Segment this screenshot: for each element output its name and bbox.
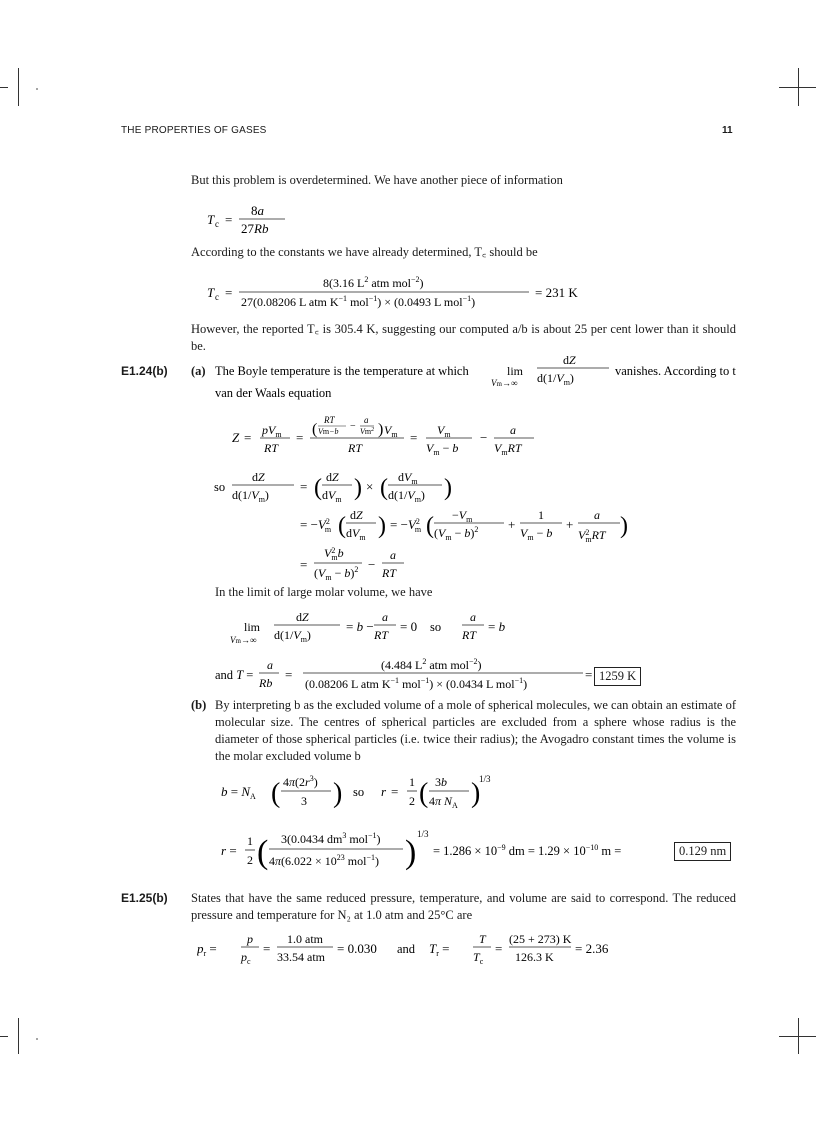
equation-derivative — [214, 467, 644, 590]
svg-text:+: + — [566, 517, 574, 532]
svg-text:= 1.286 × 10−9 dm = 1.29 × 10−: = $1.286 \times 10^{-9}$ dm = $1.29 \times 10^{-10}$ m = — [433, 843, 622, 858]
svg-text:Vm − b: $V_m - b$ — [520, 526, 553, 542]
equation-excluded-volume — [221, 770, 491, 823]
svg-text:−: − — [350, 421, 356, 432]
svg-text:RT: RT — [382, 566, 397, 580]
svg-text:33.54 atm: 33.54 atm — [277, 950, 325, 964]
svg-text:=: = — [296, 430, 304, 445]
equation-molecular-radius — [221, 825, 671, 884]
svg-text:(Vm − b)2: $(V_m - b)^2$ — [434, 525, 479, 542]
svg-text:(Vm − b)2: $(V_m - b)^2$ — [314, 565, 359, 582]
equation-excluded-volume-render — [221, 770, 491, 818]
svg-text:a: a — [382, 610, 388, 624]
equation-reduced-variables-render — [197, 931, 627, 971]
svg-text:= 0.030: = 0.030 — [337, 941, 377, 956]
svg-text:a: a — [364, 415, 369, 425]
svg-text:so: so — [353, 785, 365, 799]
svg-text:=: = — [410, 430, 418, 445]
page-number: 11 — [722, 125, 733, 136]
equation-tc-definition-render — [207, 203, 297, 237]
svg-text:Z: Z — [232, 430, 240, 445]
equation-boyle-temperature — [215, 657, 595, 702]
svg-text:1.0 atm: 1.0 atm — [287, 932, 323, 946]
svg-text:126.3 K: 126.3 K — [515, 950, 554, 964]
svg-text:(: ( — [257, 834, 269, 871]
svg-text:=: = — [285, 667, 293, 682]
svg-text:−: − — [480, 430, 488, 445]
svg-text:T: T — [207, 212, 215, 227]
svg-text:dZ: dZ — [252, 470, 265, 484]
equation-tc-computed — [207, 275, 607, 316]
svg-text:RT: RT — [348, 441, 363, 455]
svg-text:Tr =: $T_r$ = — [429, 941, 450, 958]
svg-text:= b −: = b − — [346, 619, 374, 634]
svg-text:a: a — [510, 423, 516, 437]
svg-text:=: = — [585, 667, 593, 682]
svg-text:lim: lim — [507, 364, 524, 378]
equation-tc-definition — [207, 203, 297, 241]
svg-text:and: and — [397, 942, 416, 956]
crop-mark-left-bottom-h — [0, 1036, 8, 1037]
svg-text:(: ( — [271, 778, 281, 809]
svg-text:=: = — [495, 941, 503, 956]
svg-text:= −V2m: = $-V^2$ m — [390, 517, 422, 534]
svg-text:3(0.0434 dm3 mol−1): 3(0.0434 $dm^3$ mol$^{-1}$) — [281, 831, 381, 846]
svg-text:= 2.36: = 2.36 — [575, 941, 609, 956]
svg-text:(4.484 L2 atm mol−2): (4.484 $L^2$ atm mol$^{-2}$) — [381, 657, 482, 672]
svg-text:= 0: = 0 — [400, 619, 418, 634]
crop-mark-left-bottom — [18, 1018, 19, 1054]
svg-text:): ) — [620, 513, 628, 539]
svg-text:=: = — [225, 212, 233, 227]
equation-boyle-temperature-render — [215, 657, 595, 697]
equation-compression-factor-render — [232, 412, 552, 462]
exercise-label-e1-24b: E1.24(b) — [121, 364, 168, 378]
svg-text:27(0.08206 L atm K−1 mol−1) ×: 27(0.08206 L atm $K^{-1}$ mol$^{-1}$) × (0.0493 L mol$^{-1}$) — [241, 294, 476, 309]
svg-text:8a: 8a — [251, 203, 264, 218]
answer-molecular-radius: 0.129 nm — [674, 842, 731, 861]
intro-paragraph-3: However, the reported T꜀ is 305.4 K, suggesting our computed a/b is about 25 per cent lower than it should be. — [191, 322, 736, 353]
svg-text:): ) — [378, 421, 384, 438]
svg-text:pr =: $p_r$ = — [197, 941, 217, 958]
svg-text:): ) — [354, 475, 362, 501]
svg-text:a: a — [594, 508, 600, 522]
part-a-text-render — [215, 352, 736, 402]
part-a-text — [215, 352, 736, 407]
svg-text:so: so — [430, 620, 442, 634]
svg-text:(: ( — [312, 421, 318, 438]
svg-text:V2mRT: $V^2$ mRT — [578, 528, 606, 544]
svg-text:Vm→∞: Vm→∞ — [230, 635, 257, 645]
svg-text:×: × — [366, 479, 374, 494]
svg-text:): ) — [333, 778, 343, 809]
svg-text:(: ( — [380, 475, 388, 501]
svg-text:=: = — [300, 557, 308, 572]
equation-limit — [230, 609, 530, 656]
svg-text:Rb: Rb — [259, 676, 273, 690]
equation-molecular-radius-render — [221, 825, 671, 879]
svg-text:d(1/Vm): $d(1/V_m)$ — [232, 488, 269, 504]
svg-text:=: = — [244, 430, 252, 445]
svg-text:RT: RT — [324, 415, 335, 425]
svg-text:a: a — [267, 658, 273, 672]
part-a-label: (a) — [191, 364, 206, 378]
crop-mark-right-top-h — [779, 87, 816, 88]
svg-text:van der Waals equation: van der Waals equation — [215, 386, 332, 400]
svg-text:−: − — [368, 557, 376, 572]
svg-text:1/3: 1/3 — [417, 829, 429, 839]
svg-text:= b: = b — [488, 619, 506, 634]
svg-text:Vm→∞: Vm→∞ — [491, 378, 518, 388]
intro-paragraph-2: According to the constants we have already determined, T꜀ should be — [191, 245, 538, 259]
svg-text:=: = — [225, 285, 233, 300]
svg-text:Vm: $V_m$ — [384, 423, 398, 439]
svg-text:): ) — [471, 778, 481, 809]
svg-text:dVm: $dV_m$ — [346, 526, 366, 542]
svg-text:=: = — [263, 941, 271, 956]
svg-text:The Boyle temperature is the t: The Boyle temperature is the temperature at which — [215, 364, 469, 378]
svg-text:1: 1 — [538, 508, 544, 522]
limit-text: In the limit of large molar volume, we have — [215, 585, 433, 599]
part-b-label: (b) — [191, 698, 207, 712]
svg-text:Tc: $T_c$ — [473, 950, 484, 966]
svg-text:4π NA: 4π $N_A$ — [429, 794, 458, 810]
svg-text:a: a — [390, 548, 396, 562]
crop-dot-left-top — [36, 88, 38, 90]
e125-text: States that have the same reduced pressure, temperature, and volume are said to correspond. The reduced pressure and temperature for N₂ at 1.0 atm and 25°C are — [191, 891, 736, 922]
svg-text:+: + — [508, 517, 516, 532]
svg-text:1: 1 — [247, 834, 253, 848]
crop-mark-left-top — [18, 68, 19, 106]
svg-text:lim: lim — [244, 620, 261, 634]
svg-text:(: ( — [338, 513, 346, 539]
svg-text:dZ: dZ — [350, 508, 363, 522]
svg-text:dVm: $dV_m$ — [322, 488, 342, 504]
svg-text:d(1/Vm): $d(1/V_m)$ — [274, 628, 311, 644]
svg-text:−Vm: $-V_m$ — [452, 508, 473, 524]
svg-text:(25 + 273) K: (25 + 273) K — [509, 932, 572, 946]
svg-text:r =: r = — [221, 843, 237, 858]
equation-derivative-render — [214, 467, 644, 585]
svg-text:4π(6.022 × 1023 mol−1): $4\pi(6.022 \times 10^{23}$ mol$^{-1}$) — [269, 853, 379, 868]
svg-text:8(3.16 L2 atm mol−2): 8(3.16 $L^2$ atm mol$^{-2}$) — [323, 275, 424, 290]
part-b-text: By interpreting b as the excluded volume of a mole of spherical molecules, we can obtain an estimate of molecular size. The centres of spherical particles are excluded from a sphere whose radius is the diameter of those spherical particles (i.e. twice their radius); the Avogadro constant times the volume is the molar excluded volume b — [215, 698, 737, 763]
svg-text:= −V2m: = $-V^2$ m — [300, 517, 332, 534]
svg-text:(: ( — [419, 778, 429, 809]
svg-text:1/3: 1/3 — [479, 774, 491, 784]
svg-text:c: c — [215, 292, 219, 302]
svg-text:VmRT: $V_mRT$ — [494, 441, 522, 457]
svg-text:p: p — [247, 932, 253, 946]
svg-text:4π(2r3): $4\pi(2r^3)$ — [283, 774, 318, 789]
svg-text:d(1/Vm): $d(1/V_m)$ — [388, 488, 425, 504]
svg-text:a: a — [470, 610, 476, 624]
svg-text:T: T — [479, 932, 486, 946]
svg-text:=: = — [391, 784, 399, 799]
svg-text:Vm − b: $V_m - b$ — [426, 441, 459, 457]
svg-text:Vm: $V_m$ — [437, 423, 451, 439]
svg-text:dZ: dZ — [326, 470, 339, 484]
crop-mark-left-top-h — [0, 87, 8, 88]
svg-text:Vm2: Vm$^2$ — [360, 427, 375, 436]
svg-text:): ) — [378, 513, 386, 539]
svg-text:3b: 3b — [435, 775, 447, 789]
svg-text:r: r — [381, 784, 387, 799]
svg-text:): ) — [405, 834, 417, 871]
svg-text:RT: RT — [462, 628, 477, 642]
svg-text:): ) — [444, 475, 452, 501]
svg-text:pc: $p_c$ — [241, 950, 251, 966]
svg-text:dZ: dZ — [296, 610, 309, 624]
equation-compression-factor — [232, 412, 552, 467]
svg-text:and T =: and T = — [215, 668, 254, 682]
svg-text:=: = — [300, 479, 308, 494]
equation-limit-render — [230, 609, 530, 651]
svg-text:RT: RT — [264, 441, 279, 455]
equation-tc-computed-render — [207, 275, 607, 311]
svg-text:Vm−b: Vm−b — [318, 427, 339, 436]
intro-paragraph-1: But this problem is overdetermined. We have another piece of information — [191, 173, 563, 187]
svg-text:(: ( — [314, 475, 322, 501]
svg-text:V2mb: $V^2$ mb — [324, 546, 344, 562]
svg-text:vanishes. According to the: vanishes. According to the — [615, 364, 736, 378]
svg-text:2: 2 — [247, 853, 253, 867]
svg-text:27Rb: 27Rb — [241, 221, 269, 236]
svg-text:T: T — [207, 285, 215, 300]
svg-text:= 231 K: = 231 K — [535, 285, 578, 300]
svg-text:RT: RT — [374, 628, 389, 642]
svg-text:c: c — [215, 219, 219, 229]
svg-text:2: 2 — [409, 794, 415, 808]
running-title: THE PROPERTIES OF GASES — [121, 125, 267, 136]
svg-text:1: 1 — [409, 775, 415, 789]
svg-text:so: so — [214, 480, 226, 494]
svg-text:dZ: dZ — [563, 353, 576, 367]
crop-dot-left-bottom — [36, 1038, 38, 1040]
svg-text:b = NA: $b = N_A$ — [221, 784, 256, 801]
svg-text:3: 3 — [301, 794, 307, 808]
answer-boyle-temperature: 1259 K — [594, 667, 641, 686]
crop-mark-right-bottom-h — [779, 1036, 816, 1037]
exercise-label-e1-25b: E1.25(b) — [121, 891, 168, 905]
svg-text:(0.08206 L atm K−1 mol−1) × (0: (0.08206 L atm $K^{-1}$ mol$^{-1}$) × (0.0434 L mol$^{-1}$) — [305, 676, 528, 691]
svg-text:pVm: $pV_m$ — [262, 423, 282, 439]
svg-text:dVm: $dV_m$ — [398, 470, 418, 486]
svg-text:(: ( — [426, 513, 434, 539]
equation-reduced-variables — [197, 931, 627, 976]
svg-text:d(1/Vm): $d(1/V_m)$ — [537, 371, 574, 387]
